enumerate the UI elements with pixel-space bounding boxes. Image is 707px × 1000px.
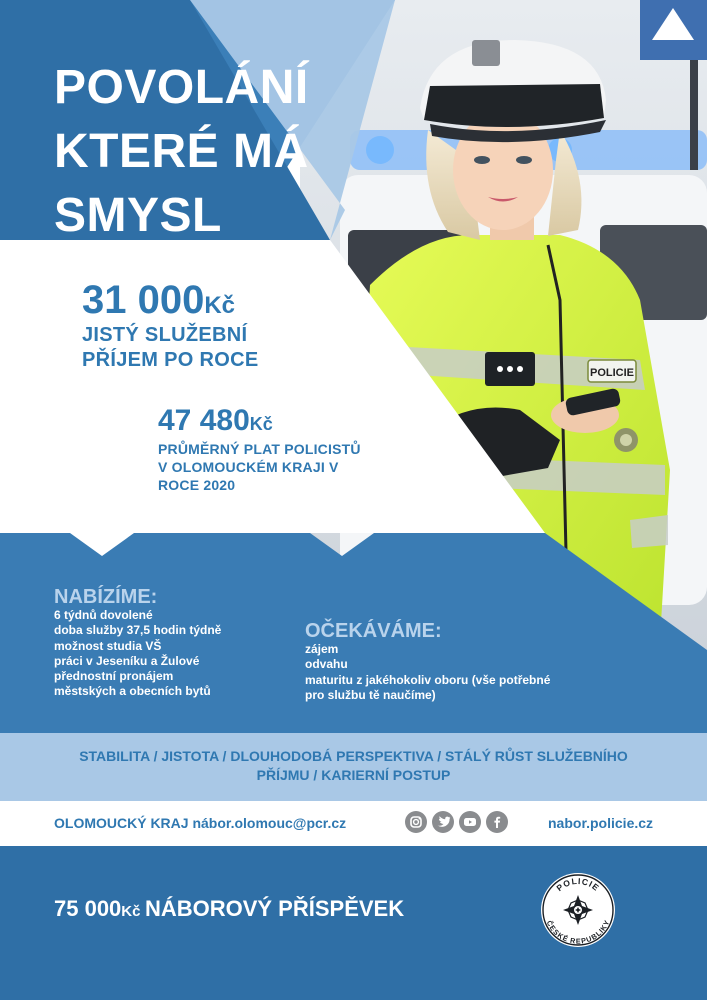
average-description-line: PRŮMĚRNÝ PLAT POLICISTŮ <box>158 441 361 457</box>
offer-item: přednostní pronájem <box>54 669 174 684</box>
average-pay-currency: Kč <box>249 414 273 434</box>
offer-item: 6 týdnů dovolené <box>54 608 153 622</box>
website-link[interactable]: nabor.policie.cz <box>548 815 654 831</box>
salary-description-line: JISTÝ SLUŽEBNÍ <box>82 324 248 346</box>
expect-item: zájem <box>305 642 339 656</box>
salary-description-line: PŘÍJEM PO ROCE <box>82 349 259 371</box>
expect-item: maturitu z jakéhokoliv oboru (vše potřebné <box>305 672 551 687</box>
headline-line: SMYSL <box>54 189 222 242</box>
police-seal-logo <box>540 872 616 948</box>
average-pay-amount <box>158 404 273 438</box>
offer-item: možnost studia VŠ <box>54 638 162 653</box>
expect-item: pro službu tě naučíme) <box>305 687 436 702</box>
expect-list <box>305 642 550 703</box>
salary-description <box>82 323 258 373</box>
expect-title: OČEKÁVÁME: <box>305 620 442 642</box>
bonus-number: 75 000 <box>54 896 122 921</box>
recruitment-bonus <box>54 896 404 922</box>
seal-top-text: POLICIE <box>554 875 602 894</box>
benefits-line: PŘÍJMU / KARIERNÍ POSTUP <box>256 767 451 783</box>
offer-item: městských a obecních bytů <box>54 684 211 699</box>
uniform-badge-text: POLICIE <box>589 367 635 379</box>
bonus-currency: Kč <box>121 903 141 920</box>
average-pay-description <box>158 440 361 494</box>
contact-info <box>54 815 346 831</box>
offer-list <box>54 608 221 700</box>
headline <box>54 56 309 248</box>
expect-item: odvahu <box>305 657 348 672</box>
headline-line: KTERÉ MÁ <box>54 125 309 178</box>
twitter-icon[interactable] <box>432 811 454 833</box>
salary-number: 31 000 <box>82 278 205 322</box>
salary-amount <box>82 278 235 323</box>
offer-title: NABÍZÍME: <box>54 586 158 608</box>
instagram-icon[interactable] <box>405 811 427 833</box>
facebook-icon[interactable] <box>486 811 508 833</box>
email-link[interactable]: nábor.olomouc@pcr.cz <box>192 815 347 831</box>
average-description-line: V OLOMOUCKÉM KRAJI V <box>158 459 339 475</box>
offer-item: práci v Jeseníku a Žulové <box>54 653 200 668</box>
benefits-line: STABILITA / JISTOTA / DLOUHODOBÁ PERSPEKTIVA / STÁLÝ RŮST SLUŽEBNÍHO <box>79 748 628 764</box>
offer-item: doba služby 37,5 hodin týdně <box>54 623 222 638</box>
seal-bottom-text: ČESKÉ REPUBLIKY <box>544 918 612 946</box>
average-description-line: ROCE 2020 <box>158 477 236 493</box>
headline-line: POVOLÁNÍ <box>54 61 309 114</box>
bonus-label: NÁBOROVÝ PŘÍSPĚVEK <box>144 896 405 921</box>
region-label: OLOMOUCKÝ KRAJ <box>54 815 189 831</box>
social-icons <box>405 811 508 833</box>
average-pay-number: 47 480 <box>158 404 250 437</box>
benefits-text <box>40 747 667 785</box>
youtube-icon[interactable] <box>459 811 481 833</box>
salary-currency: Kč <box>204 292 236 319</box>
